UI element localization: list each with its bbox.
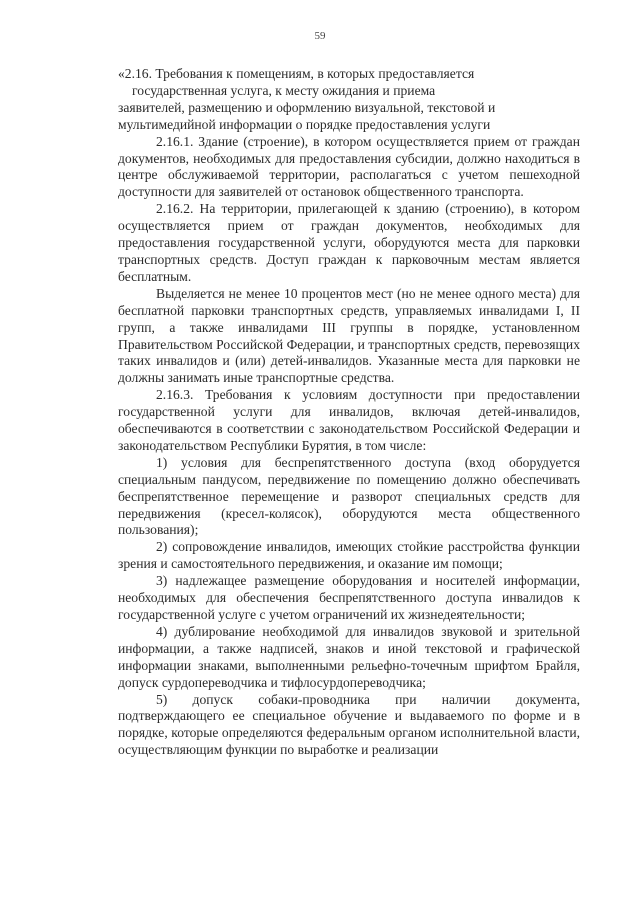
paragraph-2-16-2: 2.16.2. На территории, прилегающей к зданию (строению), в котором осуществляется прием от граждан документов, необходимых для предоставления государственной услуги, оборудуются места для парковки транспортных средств. Доступ граждан к парковочным местам является бесплатным. xyxy=(118,201,580,284)
paragraph-parking-quota: Выделяется не менее 10 процентов мест (но не менее одного места) для бесплатной парковки транспортных средств, управляемых инвалидами I, II групп, а также инвалидами III группы в порядке, установленном Правительством Российской Федерации, и транспортных средств, перевозящих таких инвалидов и (или) детей-инвалидов. Указанные места для парковки не должны занимать иные транспортные средства. xyxy=(118,285,580,386)
section-title-line: «2.16. Требования к помещениям, в которых предоставляется xyxy=(118,66,475,81)
section-title-line: государственная услуга, к месту ожидания и приема xyxy=(132,82,436,98)
list-item-1: 1) условия для беспрепятственного доступа (вход оборудуется специальным пандусом, передвижение по помещению должно обеспечивать беспрепятственное перемещение и разворот специальных средств для передвижения (кресел-колясок), оборудуются места общественного пользования); xyxy=(118,454,580,538)
document-body xyxy=(118,66,580,759)
paragraph-2-16-3: 2.16.3. Требования к условиям доступности при предоставлении государственной услуги для инвалидов, включая детей-инвалидов, обеспечиваются в соответствии с законодательством Российской Федерации и законодательством Республики Бурятия, в том числе: xyxy=(118,387,580,453)
list-item-5: 5) допуск собаки-проводника при наличии документа, подтверждающего ее специальное обучение и выдаваемого по форме и в порядке, которые определяются федеральным органом исполнительной власти, осуществляющим функции по выработке и реализации xyxy=(118,691,580,758)
list-item-3: 3) надлежащее размещение оборудования и носителей информации, необходимых для обеспечения беспрепятственного доступа инвалидов к государственной услуге с учетом ограничений их жизнедеятельности; xyxy=(118,573,580,622)
paragraph-2-16-1: 2.16.1. Здание (строение), в котором осуществляется прием от граждан документов, необходимых для предоставления субсидии, должно находиться в центре обслуживаемой территории, располагаться с учетом пешеходной доступности для заявителей от остановок общественного транспорта. xyxy=(118,133,580,200)
section-title-line: мультимедийной информации о порядке предоставления услуги xyxy=(118,116,491,132)
section-title xyxy=(118,66,580,134)
list-item-4: 4) дублирование необходимой для инвалидов звуковой и зрительной информации, а также надписей, знаков и иной текстовой и графической информации знаками, выполненными рельефно-точечным шрифтом Брайля, допуск сурдопереводчика и тифлосурдопереводчика; xyxy=(118,623,580,690)
section-title-line: заявителей, размещению и оформлению визуальной, текстовой и xyxy=(118,99,496,115)
page-number: 59 xyxy=(314,30,326,42)
list-item-2: 2) сопровождение инвалидов, имеющих стойкие расстройства функции зрения и самостоятельного передвижения, и оказание им помощи; xyxy=(118,539,580,572)
